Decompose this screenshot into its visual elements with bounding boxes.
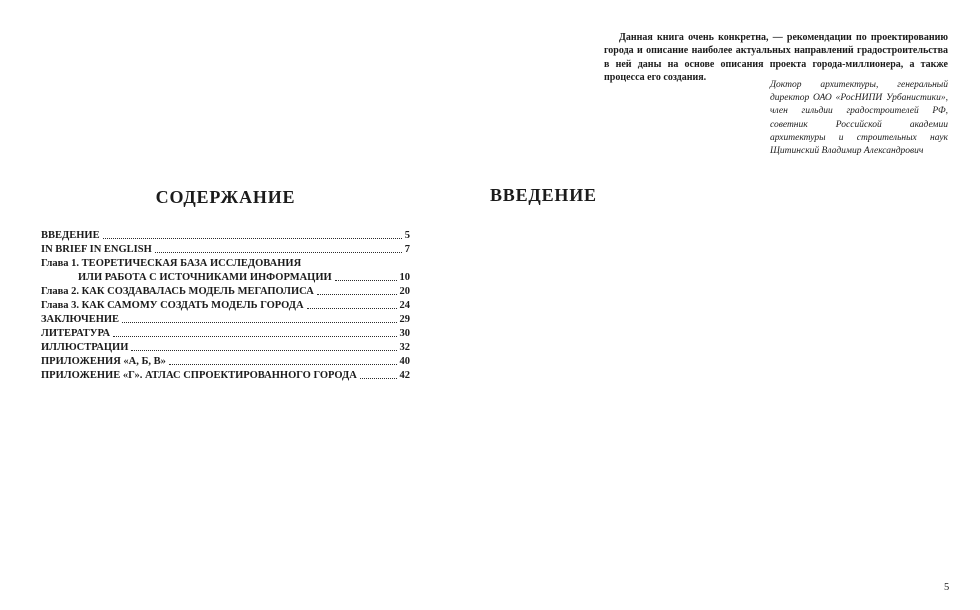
toc-entry-page: 29 <box>399 314 410 325</box>
toc-entry-page: 42 <box>399 370 410 381</box>
toc-title: СОДЕРЖАНИЕ <box>155 187 296 207</box>
toc-entry <box>41 325 410 339</box>
toc-entry-label: Глава 3. КАК САМОМУ СОЗДАТЬ МОДЕЛЬ ГОРОДА <box>41 300 304 311</box>
toc-dot-leader <box>113 336 396 337</box>
toc-entry-label: IN BRIEF IN ENGLISH <box>41 244 152 255</box>
toc-dot-leader <box>103 238 402 239</box>
toc-entry <box>41 241 410 255</box>
toc-entry-label: Глава 1. ТЕОРЕТИЧЕСКАЯ БАЗА ИССЛЕДОВАНИЯ <box>41 258 302 269</box>
toc-entry-page: 30 <box>399 328 410 339</box>
toc-entry <box>41 227 410 241</box>
epigraph-signature: Доктор архитектуры, генеральный директор ОАО «РосНИПИ Урбанистики», член гильдии градостроителей РФ, советник Российской академии архитектуры и строительных наук Щитинский Владимир Александрович <box>770 80 948 157</box>
toc-entry-label: ИЛЛЮСТРАЦИИ <box>41 342 129 353</box>
toc-entry <box>41 367 410 381</box>
toc-entry <box>41 269 410 283</box>
toc-entry-label: ПРИЛОЖЕНИЯ «А, Б, В» <box>41 356 166 367</box>
toc-entry-page: 7 <box>404 244 410 255</box>
toc-entry-page: 5 <box>404 230 410 241</box>
toc-entry <box>41 255 410 269</box>
toc-dot-leader <box>169 364 397 365</box>
toc-entry-label: ЛИТЕРАТУРА <box>41 328 111 339</box>
toc-entry-page: 40 <box>399 356 410 367</box>
toc-entry <box>41 353 410 367</box>
toc-entry <box>41 297 410 311</box>
toc-entry <box>41 339 410 353</box>
toc-entry <box>41 311 410 325</box>
toc-entry-label: ВВЕДЕНИЕ <box>41 230 100 241</box>
epigraph-text: Данная книга очень конкретна, — рекомендации по проектированию города и описание наиболее актуальных направлений градостроительства в ней даны на основе описания проекта города-миллионера, а также процесса его создания. <box>604 32 948 84</box>
epigraph-block <box>604 31 948 85</box>
toc-entry-label: ИЛИ РАБОТА С ИСТОЧНИКАМИ ИНФОРМАЦИИ <box>78 272 332 283</box>
intro-title: ВВЕДЕНИЕ <box>490 185 597 205</box>
toc-section <box>41 187 410 381</box>
toc-dot-leader <box>317 294 397 295</box>
toc-dot-leader <box>155 252 402 253</box>
toc-entry-label: ПРИЛОЖЕНИЕ «Г». АТЛАС СПРОЕКТИРОВАННОГО ГОРОДА <box>41 370 357 381</box>
toc-entry <box>41 283 410 297</box>
toc-entry-page: 10 <box>399 272 410 283</box>
toc-entry-page: 20 <box>399 286 410 297</box>
toc-list <box>41 227 410 381</box>
toc-dot-leader <box>131 350 396 351</box>
toc-dot-leader <box>360 378 397 379</box>
toc-entry-page: 24 <box>399 300 410 311</box>
toc-dot-leader <box>307 308 397 309</box>
toc-dot-leader <box>335 280 397 281</box>
toc-entry-label: Глава 2. КАК СОЗДАВАЛАСЬ МОДЕЛЬ МЕГАПОЛИСА <box>41 286 314 297</box>
toc-dot-leader <box>122 322 396 323</box>
toc-entry-label: ЗАКЛЮЧЕНИЕ <box>41 314 120 325</box>
toc-entry-page: 32 <box>399 342 410 353</box>
page-number: 5 <box>944 582 950 593</box>
